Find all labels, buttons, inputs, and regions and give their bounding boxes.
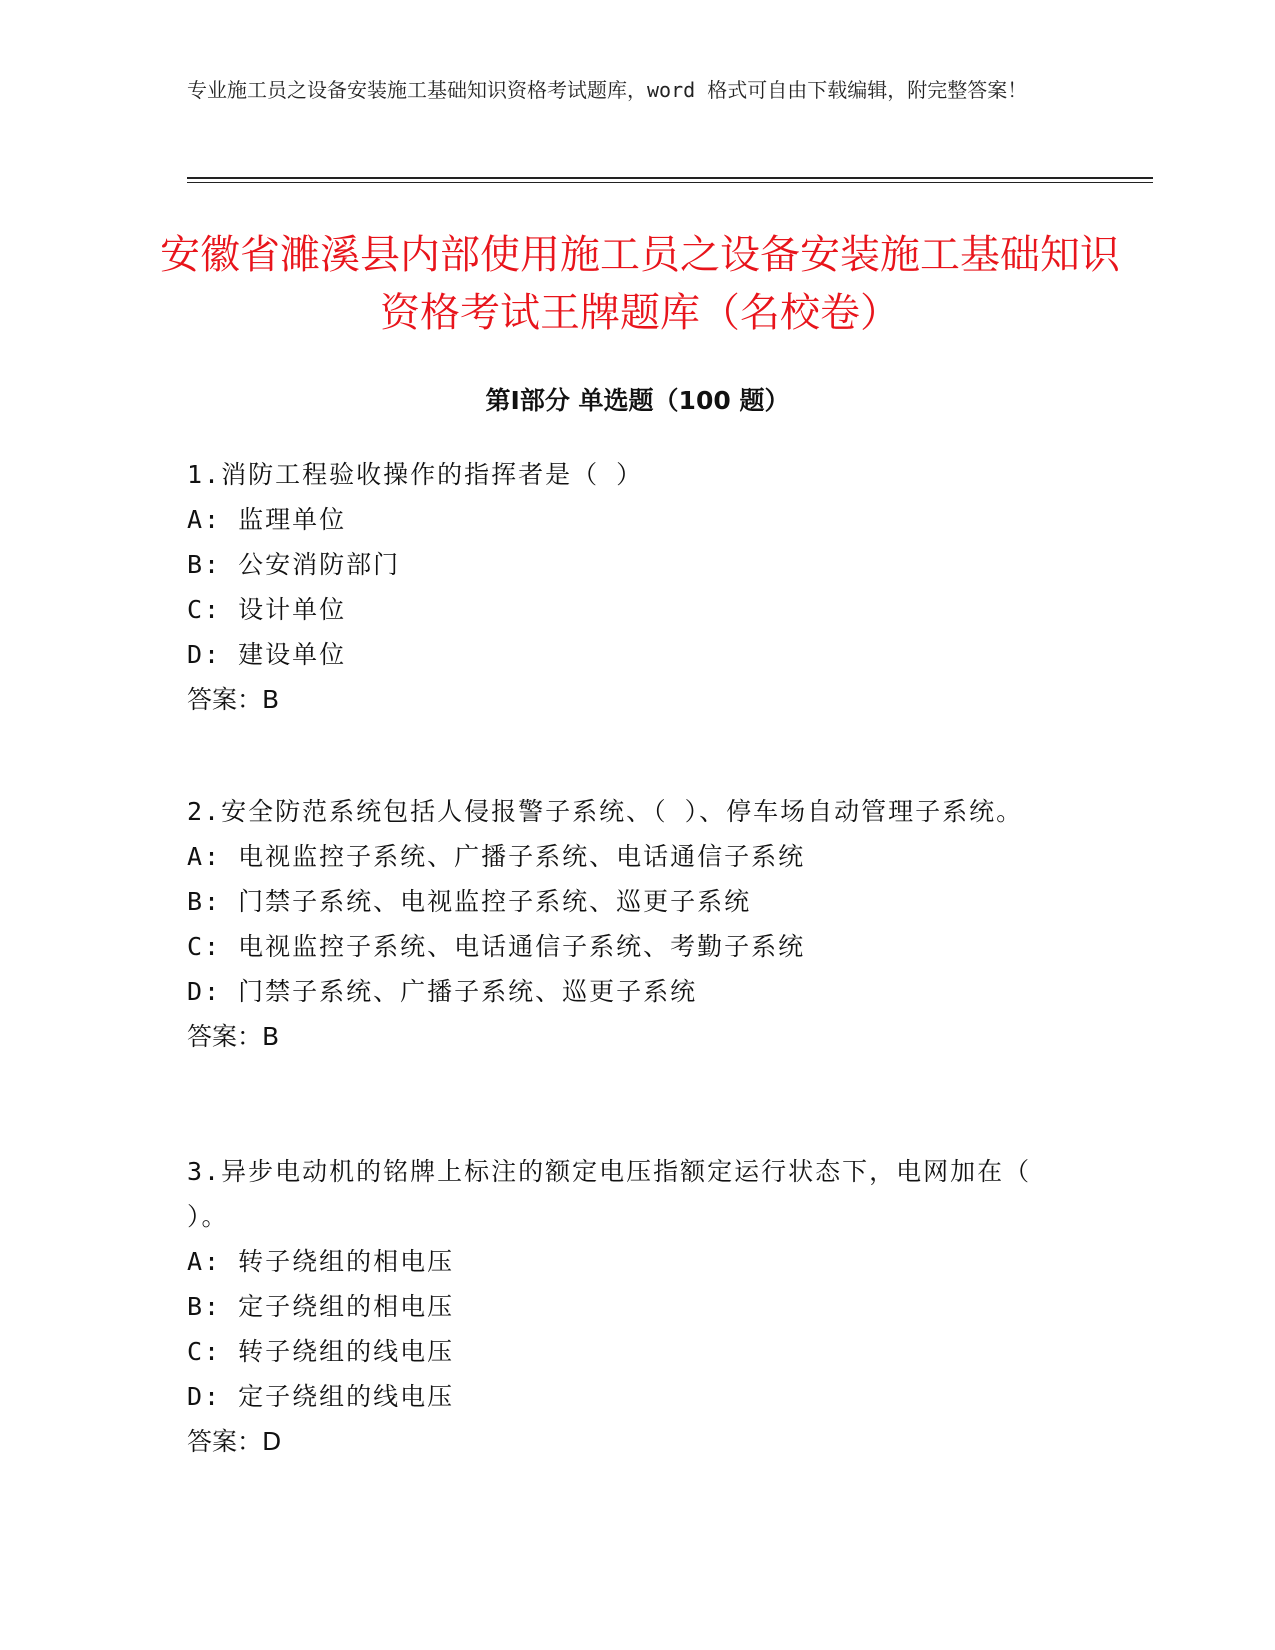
question-1 xyxy=(187,452,1087,722)
header-note: 专业施工员之设备安装施工基础知识资格考试题库，word 格式可自由下载编辑，附完整答案！ xyxy=(187,78,1028,102)
option-a: A: 电视监控子系统、广播子系统、电话通信子系统 xyxy=(187,842,806,871)
question-stem: 2.安全防范系统包括人侵报警子系统、（ ）、停车场自动管理子系统。 xyxy=(187,797,1024,826)
document-title: 安徽省濉溪县内部使用施工员之设备安装施工基础知识资格考试王牌题库（名校卷） xyxy=(160,232,1120,336)
answer-label: 答案：B xyxy=(187,685,280,714)
answer-label: 答案：D xyxy=(187,1427,282,1456)
option-c: C: 转子绕组的线电压 xyxy=(187,1337,455,1366)
header-divider-thick xyxy=(187,177,1153,179)
option-b: B: 公安消防部门 xyxy=(187,550,401,579)
option-a: A: 监理单位 xyxy=(187,505,347,534)
option-b: B: 定子绕组的相电压 xyxy=(187,1292,455,1321)
option-d: D: 定子绕组的线电压 xyxy=(187,1382,455,1411)
option-d: D: 门禁子系统、广播子系统、巡更子系统 xyxy=(187,977,698,1006)
question-stem: 1.消防工程验收操作的指挥者是（ ） xyxy=(187,460,644,489)
question-stem: 3.异步电动机的铭牌上标注的额定电压指额定运行状态下，电网加在（ ）。 xyxy=(187,1157,1032,1231)
header-divider-thin xyxy=(187,182,1153,183)
option-b: B: 门禁子系统、电视监控子系统、巡更子系统 xyxy=(187,887,752,916)
section-heading: 第Ⅰ部分 单选题（100 题） xyxy=(485,386,790,415)
answer-label: 答案：B xyxy=(187,1022,280,1051)
question-3 xyxy=(187,1149,1087,1464)
option-c: C: 设计单位 xyxy=(187,595,347,624)
option-a: A: 转子绕组的相电压 xyxy=(187,1247,455,1276)
option-d: D: 建设单位 xyxy=(187,640,347,669)
option-c: C: 电视监控子系统、电话通信子系统、考勤子系统 xyxy=(187,932,806,961)
question-2 xyxy=(187,789,1087,1059)
